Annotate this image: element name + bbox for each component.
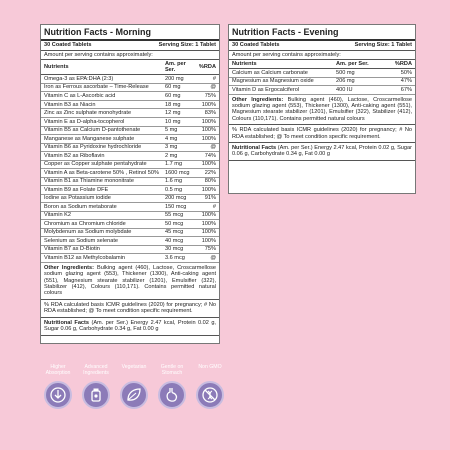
nutrient-name: Vitamin B6 as Pyridoxine hydrochloride xyxy=(41,143,162,152)
other-ingredients-label: Other Ingredients: xyxy=(44,264,94,271)
table-row xyxy=(229,68,415,77)
nutritional-facts-text: (Am. per Ser.) Energy 2.47 kcal, Protein 0.02 g, Sugar 0.06 g, Carbohydrate 0.34 g, Fat 0.00 g xyxy=(44,319,216,333)
nutrient-amount: 0.5 mg xyxy=(162,186,195,195)
table-row xyxy=(229,77,415,86)
nutrient-rda: 100% xyxy=(195,126,219,135)
nutrient-name: Vitamin B12 as Methylcobalamin xyxy=(41,254,162,263)
other-ingredients-text: Bulking agent (460), Lactose, Croscarmellose sodium glazing agent (553), Thickener (1300), Anti-caking agent (551), Magnesium stearate stabilizer (1201), Emulsifier (322), Stabilizer (412), Colours (110,171). Contains permitted natural colours xyxy=(44,264,216,297)
nutrient-amount: 60 mg xyxy=(162,83,195,92)
nutrient-amount: 1600 mcg xyxy=(162,169,195,178)
table-row xyxy=(41,117,219,126)
nutrient-rda: 47% xyxy=(387,77,415,86)
stomach-icon xyxy=(158,381,186,409)
nutrient-rda: 100% xyxy=(195,117,219,126)
badge-label: Non GMO xyxy=(198,364,222,370)
nutrient-amount: 40 mcg xyxy=(162,237,195,246)
badge-vegetarian xyxy=(116,365,152,425)
nutrient-amount: 1.6 mg xyxy=(162,177,195,186)
evening-nutrient-table xyxy=(229,60,415,94)
nutrient-name: Vitamin B2 as Riboflavin xyxy=(41,152,162,161)
nutrient-rda: 50% xyxy=(387,68,415,77)
evening-count: 30 Coated Tablets xyxy=(232,42,280,49)
nutrient-rda: 100% xyxy=(195,100,219,109)
table-row xyxy=(41,203,219,212)
nutrient-name: Vitamin K2 xyxy=(41,211,162,220)
nutrient-rda: 91% xyxy=(195,194,219,203)
nutrient-rda: 22% xyxy=(195,169,219,178)
nutrient-name: Vitamin D as Ergocalciferol xyxy=(229,86,333,95)
other-ingredients-text: Bulking agent (460), Lactose, Croscarmellose sodium glazing agent (553), Thickener (1300), Anti-caking agent (551), Magnesium stearate stabilizer (1201), Emulsifier (322), Stabilizer (412), Colours (110,171). Contains permitted natural colours xyxy=(232,96,412,122)
nutrient-name: Selenium as Sodium selenate xyxy=(41,237,162,246)
table-row xyxy=(41,100,219,109)
nutrient-amount: 1.7 mg xyxy=(162,160,195,169)
nutrient-name: Vitamin B9 as Folate DFE xyxy=(41,186,162,195)
nutrient-rda: 67% xyxy=(387,86,415,95)
evening-other-ingredients xyxy=(229,95,415,126)
nutrient-rda: @ xyxy=(195,83,219,92)
nutrient-name: Vitamin B7 as D-Biotin xyxy=(41,245,162,254)
table-row xyxy=(41,254,219,263)
feature-badges xyxy=(40,365,240,425)
morning-nutrient-table xyxy=(41,60,219,263)
nutrient-rda: # xyxy=(195,203,219,212)
nutrient-amount: 200 mg xyxy=(162,75,195,84)
header-amount: Am. per Ser. xyxy=(162,60,195,75)
nutrient-name: Zinc as Zinc sulphate monohydrate xyxy=(41,109,162,118)
table-row xyxy=(41,245,219,254)
header-rda: %RDA xyxy=(195,60,219,75)
nutritional-facts-text: (Am. per Ser.) Energy 2.47 kcal, Protein 0.02 g, Sugar 0.06 g, Carbohydrate 0.34 g, Fat 0.00 g xyxy=(232,145,413,158)
nutrient-rda: 100% xyxy=(195,211,219,220)
evening-title: Nutrition Facts - Evening xyxy=(229,25,415,41)
table-row xyxy=(41,126,219,135)
bottle-icon xyxy=(82,381,110,409)
nutrient-rda: @ xyxy=(195,254,219,263)
nutrient-rda: 75% xyxy=(195,245,219,254)
nutrient-rda: 100% xyxy=(195,220,219,229)
nutrient-name: Vitamin A as Beta-carotene 50% , Retinol 50% xyxy=(41,169,162,178)
nutrient-name: Vitamin B5 as Calcium D-pantothenate xyxy=(41,126,162,135)
badge-non-gmo xyxy=(192,365,228,425)
nutrient-rda: 100% xyxy=(195,186,219,195)
header-nutrients: Nutrients xyxy=(41,60,162,75)
morning-other-ingredients xyxy=(41,263,219,300)
nutrient-amount: 500 mg xyxy=(333,68,387,77)
nutrient-rda: 75% xyxy=(195,92,219,101)
table-row xyxy=(41,186,219,195)
nutrient-rda: 100% xyxy=(195,160,219,169)
nutrient-amount: 3 mg xyxy=(162,143,195,152)
nutrient-amount: 60 mg xyxy=(162,92,195,101)
nutrient-rda: # xyxy=(195,75,219,84)
evening-serving-row xyxy=(229,41,415,50)
morning-count: 30 Coated Tablets xyxy=(44,42,92,49)
nutrient-name: Vitamin C as L-Ascorbic acid xyxy=(41,92,162,101)
morning-nutrition-panel xyxy=(40,24,220,344)
table-row xyxy=(41,160,219,169)
table-row xyxy=(41,109,219,118)
header-amount: Am. per Ser. xyxy=(333,60,387,68)
nutrient-amount: 50 mcg xyxy=(162,220,195,229)
nutrient-amount: 18 mg xyxy=(162,100,195,109)
nutrient-amount: 400 IU xyxy=(333,86,387,95)
nutrient-rda: 100% xyxy=(195,237,219,246)
nutrient-amount: 3.6 mcg xyxy=(162,254,195,263)
evening-amount-note: Amount per serving contains approximately: xyxy=(229,51,415,60)
nutrient-amount: 2 mg xyxy=(162,152,195,161)
morning-nutritional-facts xyxy=(41,318,219,336)
nutrient-name: Iodine as Potassium iodide xyxy=(41,194,162,203)
nutrient-amount: 12 mg xyxy=(162,109,195,118)
table-row xyxy=(41,177,219,186)
header-rda: %RDA xyxy=(387,60,415,68)
evening-nutritional-facts xyxy=(229,143,415,161)
other-ingredients-label: Other Ingredients: xyxy=(232,96,284,103)
morning-amount-note: Amount per serving contains approximately: xyxy=(41,51,219,60)
evening-serving-size: Serving Size: 1 Tablet xyxy=(354,42,412,49)
nutrient-amount: 10 mg xyxy=(162,117,195,126)
nutrient-amount: 150 mcg xyxy=(162,203,195,212)
nutrient-amount: 200 mcg xyxy=(162,194,195,203)
evening-nutrition-panel xyxy=(228,24,416,194)
badge-label: Advanced Ingredients xyxy=(83,364,109,376)
table-row xyxy=(41,143,219,152)
header-nutrients: Nutrients xyxy=(229,60,333,68)
table-row xyxy=(41,220,219,229)
nutrient-name: Magnesium as Magnesium oxide xyxy=(229,77,333,86)
nutrient-amount: 5 mg xyxy=(162,126,195,135)
nutritional-facts-label: Nutritional Facts xyxy=(44,319,90,326)
table-row xyxy=(41,75,219,84)
nutrient-name: Copper as Copper sulphate pentahydrate xyxy=(41,160,162,169)
badge-label: Vegetarian xyxy=(121,364,147,370)
nutrient-rda: 100% xyxy=(195,228,219,237)
table-row xyxy=(41,83,219,92)
morning-title: Nutrition Facts - Morning xyxy=(41,25,219,41)
morning-serving-size: Serving Size: 1 Tablet xyxy=(158,42,216,49)
badge-higher-absorption xyxy=(40,365,76,425)
table-row xyxy=(41,135,219,144)
nutrient-name: Chromium as Chromium chloride xyxy=(41,220,162,229)
table-row xyxy=(41,237,219,246)
morning-serving-row xyxy=(41,41,219,50)
nutrient-name: Vitamin E as D-alpha-tocopherol xyxy=(41,117,162,126)
table-row xyxy=(41,152,219,161)
badge-advanced-ingredients xyxy=(78,365,114,425)
nutrient-name: Iron as Ferrous ascorbate – Time-Release xyxy=(41,83,162,92)
table-row xyxy=(41,92,219,101)
table-row xyxy=(41,211,219,220)
nutrient-name: Vitamin B1 as Thiamine mononitrate xyxy=(41,177,162,186)
non-gmo-icon xyxy=(196,381,224,409)
nutrient-amount: 4 mg xyxy=(162,135,195,144)
nutrient-amount: 206 mg xyxy=(333,77,387,86)
nutrient-name: Molybdenum as Sodium molybdate xyxy=(41,228,162,237)
nutrient-name: Manganese as Manganese sulphate xyxy=(41,135,162,144)
nutrient-rda: @ xyxy=(195,143,219,152)
evening-rda-note: % RDA calculated basis ICMR guidelines (2020) for pregnancy; # No RDA established; @ To meet condition specific requirement. xyxy=(229,125,415,143)
table-header-row xyxy=(229,60,415,68)
table-row xyxy=(41,194,219,203)
nutrient-name: Omega-3 as EPA:DHA (2:3) xyxy=(41,75,162,84)
nutrient-name: Vitamin B3 as Niacin xyxy=(41,100,162,109)
nutrient-rda: 100% xyxy=(195,135,219,144)
nutrient-amount: 30 mcg xyxy=(162,245,195,254)
morning-rda-note: % RDA calculated basis ICMR guidelines (2020) for pregnancy; # No RDA established; @ To meet condition specific requirement. xyxy=(41,300,219,318)
table-row xyxy=(41,169,219,178)
badge-gentle-on-stomach xyxy=(154,365,190,425)
nutrient-amount: 55 mcg xyxy=(162,211,195,220)
leaf-icon xyxy=(120,381,148,409)
badge-label: Higher Absorption xyxy=(45,364,71,376)
nutrient-rda: 83% xyxy=(195,109,219,118)
nutrient-rda: 80% xyxy=(195,177,219,186)
table-row xyxy=(229,86,415,95)
nutrient-name: Calcium as Calcium carbonate xyxy=(229,68,333,77)
nutritional-facts-label: Nutritional Facts xyxy=(232,145,277,152)
absorption-icon xyxy=(44,381,72,409)
table-row xyxy=(41,228,219,237)
nutrient-name: Boron as Sodium metaborate xyxy=(41,203,162,212)
badge-label: Gentle on Stomach xyxy=(160,364,184,376)
nutrient-amount: 45 mcg xyxy=(162,228,195,237)
table-header-row xyxy=(41,60,219,75)
nutrient-rda: 74% xyxy=(195,152,219,161)
